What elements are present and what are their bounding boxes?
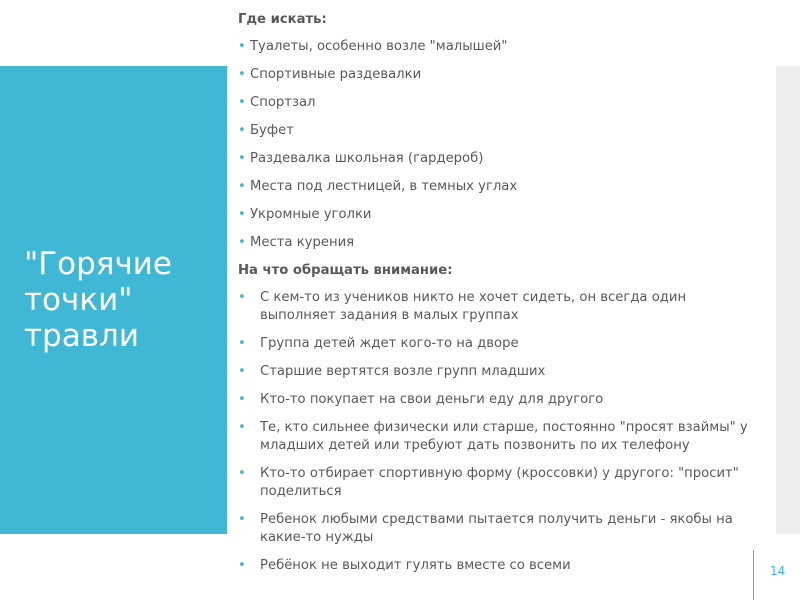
slide-title: "Горячие точки" травли <box>24 246 172 354</box>
list-item: • Места под лестницей, в темных углах <box>238 178 764 196</box>
list-item: • Укромные уголки <box>238 206 764 224</box>
list-item: • Кто-то покупает на свои деньги еду для другого <box>238 391 764 409</box>
attention-list <box>238 289 764 575</box>
list-item: • Старшие вертятся возле групп младших <box>238 363 764 381</box>
where-list <box>238 38 764 252</box>
list-item: • Раздевалка школьная (гардероб) <box>238 150 764 168</box>
list-item: • Ребёнок не выходит гулять вместе со всеми <box>238 557 764 575</box>
list-item: • Места курения <box>238 234 764 252</box>
list-item: • Те, кто сильнее физически или старше, постоянно "просят взаймы" у младших детей или требуют дать позвонить по их телефону <box>238 419 764 455</box>
list-item: • Ребенок любыми средствами пытается получить деньги - якобы на какие-то нужды <box>238 511 764 547</box>
section-heading-attention: На что обращать внимание: <box>238 263 453 278</box>
page-number: 14 <box>770 564 786 578</box>
list-item: • С кем-то из учеников никто не хочет сидеть, он всегда один выполняет задания в малых группах <box>238 289 764 325</box>
list-item: • Туалеты, особенно возле "малышей" <box>238 38 764 56</box>
list-item: • Спортзал <box>238 94 764 112</box>
right-decor-strip <box>776 66 800 534</box>
slide-content <box>238 8 764 585</box>
list-item: • Группа детей ждет кого-то на дворе <box>238 335 764 353</box>
section-heading-where: Где искать: <box>238 12 327 27</box>
list-item: • Кто-то отбирает спортивную форму (кроссовки) у другого: "просит" поделиться <box>238 465 764 501</box>
list-item: • Спортивные раздевалки <box>238 66 764 84</box>
list-item: • Буфет <box>238 122 764 140</box>
